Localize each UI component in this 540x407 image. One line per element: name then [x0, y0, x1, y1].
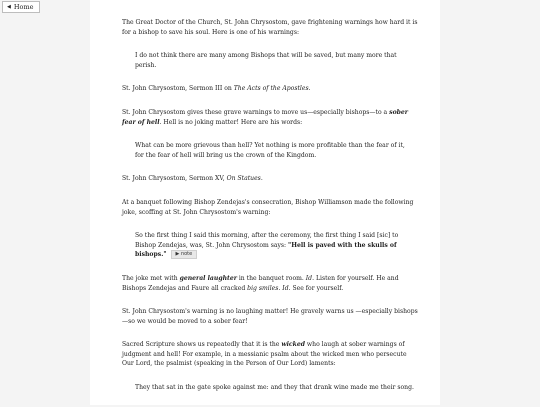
paragraph-laughter: The joke met with general laughter in the banquet room. Id. Listen for yourself. He and Bishops Zendejas and Faure all cracked big smiles. Id. See for yourself. [122, 274, 399, 292]
article-content [122, 18, 420, 407]
quote-banquet-joke: So the first thing I said this morning, after the ceremony, the first thing I said [sic] to Bishop Zendejas, was, St. John Chrysostom says: "Hell is paved with the skulls of bishops." ▶ note [135, 232, 399, 259]
home-button[interactable] [2, 1, 40, 13]
paragraph-banquet: At a banquet following Bishop Zendejas's consecration, Bishop Williamson made the following joke, scoffing at St. John Chrysostom's warning: [122, 198, 414, 216]
quote-psalm: They that sat in the gate spoke against me: and they that drank wine made me their song. [135, 384, 414, 392]
citation-statues-sermon: St. John Chrysostom, Sermon XV, On Statues. [122, 175, 263, 183]
quote-bishops-saved: I do not think there are many among Bishops that will be saved, but many more that perish. [135, 52, 397, 69]
triangle-left-icon: ◀ [7, 4, 11, 10]
paragraph-intro: The Great Doctor of the Church, St. John Chrysostom, gave frightening warnings how hard it is for a bishop to save his soul. Here is one of his warnings: [122, 19, 418, 36]
paragraph-no-laughing: St. John Chrysostom's warning is no laughing matter! He gravely warns us —especially bishops—so we would be moved to a sober fear! [122, 308, 418, 325]
article-page [90, 0, 440, 405]
citation-acts-sermon: St. John Chrysostom, Sermon III on The Acts of the Apostles. [122, 85, 311, 93]
quote-fear-of-hell: What can be more grievous than hell? Yet nothing is more profitable than the fear of it, for the fear of hell will bring us the crown of the Kingdom. [135, 142, 405, 159]
note-button[interactable]: ▶ note [171, 250, 198, 259]
paragraph-sober-fear: St. John Chrysostom gives these grave warnings to move us—especially bishops—to a sober fear of hell. Hell is no joking matter! Here are his words: [122, 108, 408, 126]
home-button-label: Home [13, 3, 34, 11]
paragraph-scripture: Sacred Scripture shows us repeatedly that it is the wicked who laugh at sober warnings of judgment and hell! For example, in a messianic psalm about the wicked men who persecute Our Lord, the psalmist (speaking in the Person of Our Lord) laments: [122, 341, 407, 368]
